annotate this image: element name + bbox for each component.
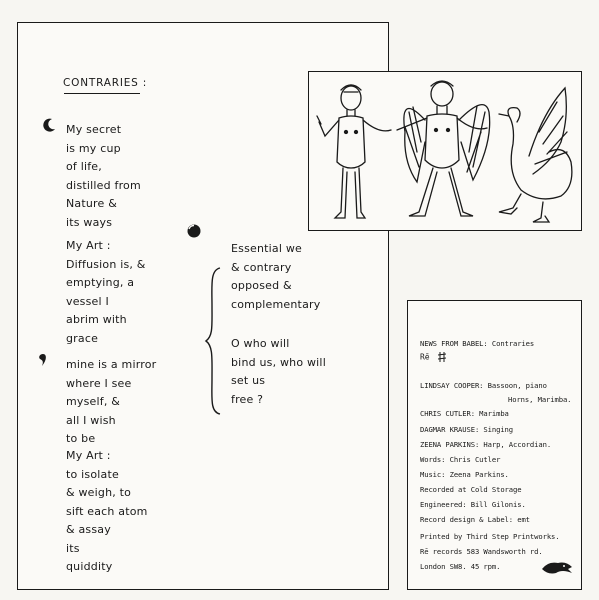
lyric-line: is my cup <box>66 141 121 155</box>
lyric-line: grace <box>66 331 99 345</box>
credit-line-11: Printed by Third Step Printworks. <box>420 532 560 541</box>
lyric-line: sift each atom <box>66 504 148 518</box>
lyric-line: My Art : <box>66 449 111 462</box>
lyric-line: emptying, a <box>66 276 135 289</box>
catalogue-label: Rē <box>420 352 430 362</box>
lyric-line: its ways <box>66 215 113 229</box>
stanza-6 <box>231 335 326 409</box>
lyric-line: distilled from <box>66 178 141 192</box>
lyric-line: set us <box>231 374 266 387</box>
lyrics-title: CONTRARIES : <box>63 77 148 89</box>
re-logo-icon <box>438 352 446 362</box>
fish-logo-icon <box>540 559 574 575</box>
lyric-line: & weigh, to <box>66 486 132 499</box>
credits-panel <box>407 300 582 590</box>
lyric-line: vessel I <box>66 294 109 308</box>
lyric-line: Essential we <box>231 242 302 255</box>
lyric-line: opposed & <box>231 279 292 292</box>
lyric-line: of life, <box>66 160 102 173</box>
lyric-line: abrim with <box>66 313 127 326</box>
curly-brace-icon <box>204 266 222 416</box>
credit-line-7: Music: Zeena Parkins. <box>420 470 509 479</box>
lyric-line: all I wish <box>66 413 116 427</box>
re-logo-text <box>420 352 446 362</box>
illustration-panel <box>308 71 582 231</box>
credit-line-1: LINDSAY COOPER: Bassoon, piano <box>420 381 547 390</box>
figures-illustration <box>309 72 580 229</box>
lyric-line: quiddity <box>66 560 113 573</box>
lyric-line: mine is a mirror <box>66 358 157 371</box>
credits-title: NEWS FROM BABEL: Contraries <box>420 339 535 348</box>
lyric-line: to be <box>66 432 96 445</box>
credit-line-12: Rē records 583 Wandsworth rd. <box>420 547 543 556</box>
crescent-moon-icon <box>42 117 58 133</box>
lyric-line: My Art : <box>66 239 111 252</box>
stanza-1 <box>66 121 141 232</box>
title-underline <box>64 93 140 94</box>
lyric-line: where I see <box>66 376 132 390</box>
stanza-4 <box>66 447 148 577</box>
lyric-line: its <box>66 541 80 555</box>
lyric-line: free ? <box>231 392 264 406</box>
credit-line-3: CHRIS CUTLER: Marimba <box>420 409 509 418</box>
lyric-line: O who will <box>231 337 290 350</box>
lyric-line: & assay <box>66 523 111 536</box>
stanza-2 <box>66 237 146 348</box>
credit-line-10: Record design & Label: emt <box>420 515 530 524</box>
dot-moon-icon <box>186 223 202 239</box>
lyric-line: myself, & <box>66 395 121 408</box>
credit-line-13: London SW8. 45 rpm. <box>420 562 501 571</box>
credit-line-5: ZEENA PARKINS: Harp, Accordian. <box>420 440 552 449</box>
lyric-line: to isolate <box>66 467 119 481</box>
credit-line-8: Recorded at Cold Storage <box>420 485 522 494</box>
lyric-line: Diffusion is, & <box>66 257 146 271</box>
credit-line-2: Horns, Marimba. <box>508 395 572 404</box>
lyric-line: bind us, who will <box>231 355 326 369</box>
lyric-line: Nature & <box>66 197 117 210</box>
stanza-3 <box>66 356 156 449</box>
lyric-line: & contrary <box>231 260 292 274</box>
lyric-line: complementary <box>231 297 321 311</box>
lyric-line: My secret <box>66 123 122 136</box>
stanza-5 <box>231 240 320 314</box>
credit-line-4: DAGMAR KRAUSE: Singing <box>420 425 513 434</box>
comma-moon-icon <box>38 353 48 367</box>
credit-line-6: Words: Chris Cutler <box>420 455 501 464</box>
credit-line-9: Engineered: Bill Gilonis. <box>420 500 526 509</box>
